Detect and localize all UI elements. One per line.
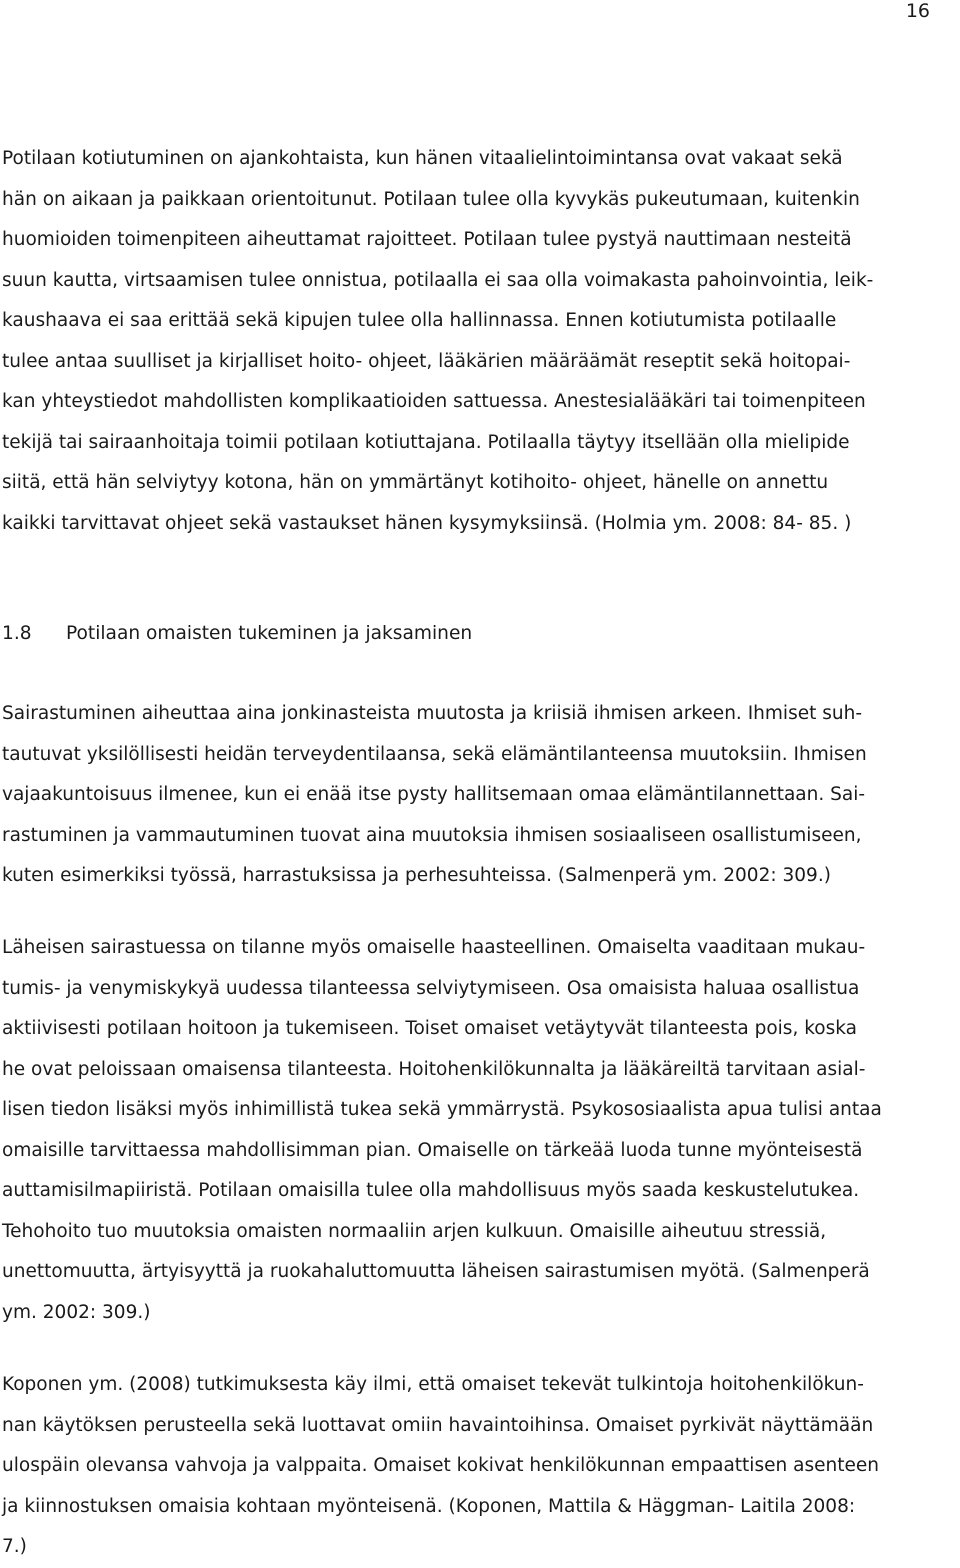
text-line: kan yhteystiedot mahdollisten komplikaatioiden sattuessa. Anestesialääkäri tai toimenpiteen — [2, 391, 866, 412]
text-line: Tehohoito tuo muutoksia omaisten normaaliin arjen kulkuun. Omaisille aiheutuu stressiä, — [2, 1220, 827, 1242]
text-line: suun kautta, virtsaamisen tulee onnistua, potilaalla ei saa olla voimakasta pahoinvointia, leik- — [2, 269, 874, 291]
text-line: tulee antaa suulliset ja kirjalliset hoito- ohjeet, lääkärien määräämät reseptit sekä hoitopai- — [2, 350, 851, 372]
text-line: kaikki tarvittavat ohjeet sekä vastaukset hänen kysymyksiinsä. (Holmia ym. 2008: 84- 85. ) — [2, 512, 852, 534]
section-title: Potilaan omaisten tukeminen ja jaksaminen — [66, 623, 473, 644]
text-line: lisen tiedon lisäksi myös inhimillistä tukea sekä ymmärrystä. Psykososiaalista apua tulisi antaa — [2, 1099, 882, 1120]
text-line: nan käytöksen perusteella sekä luottavat omiin havaintoihinsa. Omaiset pyrkivät näyttämään — [2, 1414, 874, 1436]
text-line: rastuminen ja vammautuminen tuovat aina muutoksia ihmisen sosiaaliseen osallistumiseen, — [2, 824, 862, 846]
text-line: he ovat peloissaan omaisensa tilanteesta. Hoitohenkilökunnalta ja lääkäreiltä tarvitaan asial- — [2, 1058, 866, 1080]
text-line: 7.) — [2, 1536, 27, 1557]
text-line: vajaakuntoisuus ilmenee, kun ei enää itse pysty hallitsemaan omaa elämäntilannettaan. Sai- — [2, 784, 866, 805]
page-number: 16 — [905, 0, 930, 22]
text-line: omaisille tarvittaessa mahdollisimman pian. Omaiselle on tärkeää luoda tunne myönteisestä — [2, 1139, 863, 1161]
text-line: tumis- ja venymiskykyä uudessa tilanteessa selviytymiseen. Osa omaisista haluaa osallistua — [2, 977, 860, 999]
text-line: Sairastuminen aiheuttaa aina jonkinasteista muutosta ja kriisiä ihmisen arkeen. Ihmiset suh- — [2, 703, 863, 724]
text-line: kuten esimerkiksi työssä, harrastuksissa ja perhesuhteissa. (Salmenperä ym. 2002: 309.) — [2, 865, 831, 886]
section-heading — [2, 614, 472, 655]
text-line: Koponen ym. (2008) tutkimuksesta käy ilmi, että omaiset tekevät tulkintoja hoitohenkilökun- — [2, 1374, 864, 1395]
text-line: auttamisilmapiiristä. Potilaan omaisilla tulee olla mahdollisuus myös saada keskustelutukea. — [2, 1180, 860, 1201]
text-line: aktiivisesti potilaan hoitoon ja tukemiseen. Toiset omaiset vetäytyvät tilanteesta pois, koska — [2, 1018, 857, 1039]
text-line: tekijä tai sairaanhoitaja toimii potilaan kotiuttajana. Potilaalla täytyy itsellään olla mielipide — [2, 431, 850, 453]
text-line: kaushaava ei saa erittää sekä kipujen tulee olla hallinnassa. Ennen kotiutumista potilaalle — [2, 310, 837, 331]
text-line: ulospäin olevansa vahvoja ja valppaita. Omaiset kokivat henkilökunnan empaattisen asenteen — [2, 1455, 880, 1476]
text-line: ja kiinnostuksen omaisia kohtaan myönteisenä. (Koponen, Mattila & Häggman- Laitila 2008: — [2, 1495, 856, 1517]
text-line: hän on aikaan ja paikkaan orientoitunut. Potilaan tulee olla kyvykäs pukeutumaan, kuitenkin — [2, 188, 860, 210]
paragraph-koponen-study — [2, 1365, 958, 1568]
section-number: 1.8 — [2, 623, 32, 644]
text-line: tautuvat yksilöllisesti heidän terveydentilaansa, sekä elämäntilanteensa muutoksiin. Ihmisen — [2, 743, 867, 765]
text-line: huomioiden toimenpiteen aiheuttamat rajoitteet. Potilaan tulee pystyä nauttimaan nesteitä — [2, 229, 852, 250]
text-line: ym. 2002: 309.) — [2, 1301, 151, 1323]
text-line: unettomuutta, ärtyisyyttä ja ruokahaluttomuutta läheisen sairastumisen myötä. (Salmenperä — [2, 1261, 870, 1282]
text-line: siitä, että hän selviytyy kotona, hän on ymmärtänyt kotihoito- ohjeet, hänelle on annettu — [2, 472, 829, 493]
paragraph-illness-impact — [2, 694, 958, 897]
paragraph-family-challenges — [2, 928, 958, 1333]
text-line: Läheisen sairastuessa on tilanne myös omaiselle haasteellinen. Omaiselta vaaditaan mukau- — [2, 937, 866, 958]
text-line: Potilaan kotiutuminen on ajankohtaista, kun hänen vitaalielintoimintansa ovat vakaat sekä — [2, 148, 843, 169]
paragraph-discharge-criteria — [2, 139, 958, 544]
